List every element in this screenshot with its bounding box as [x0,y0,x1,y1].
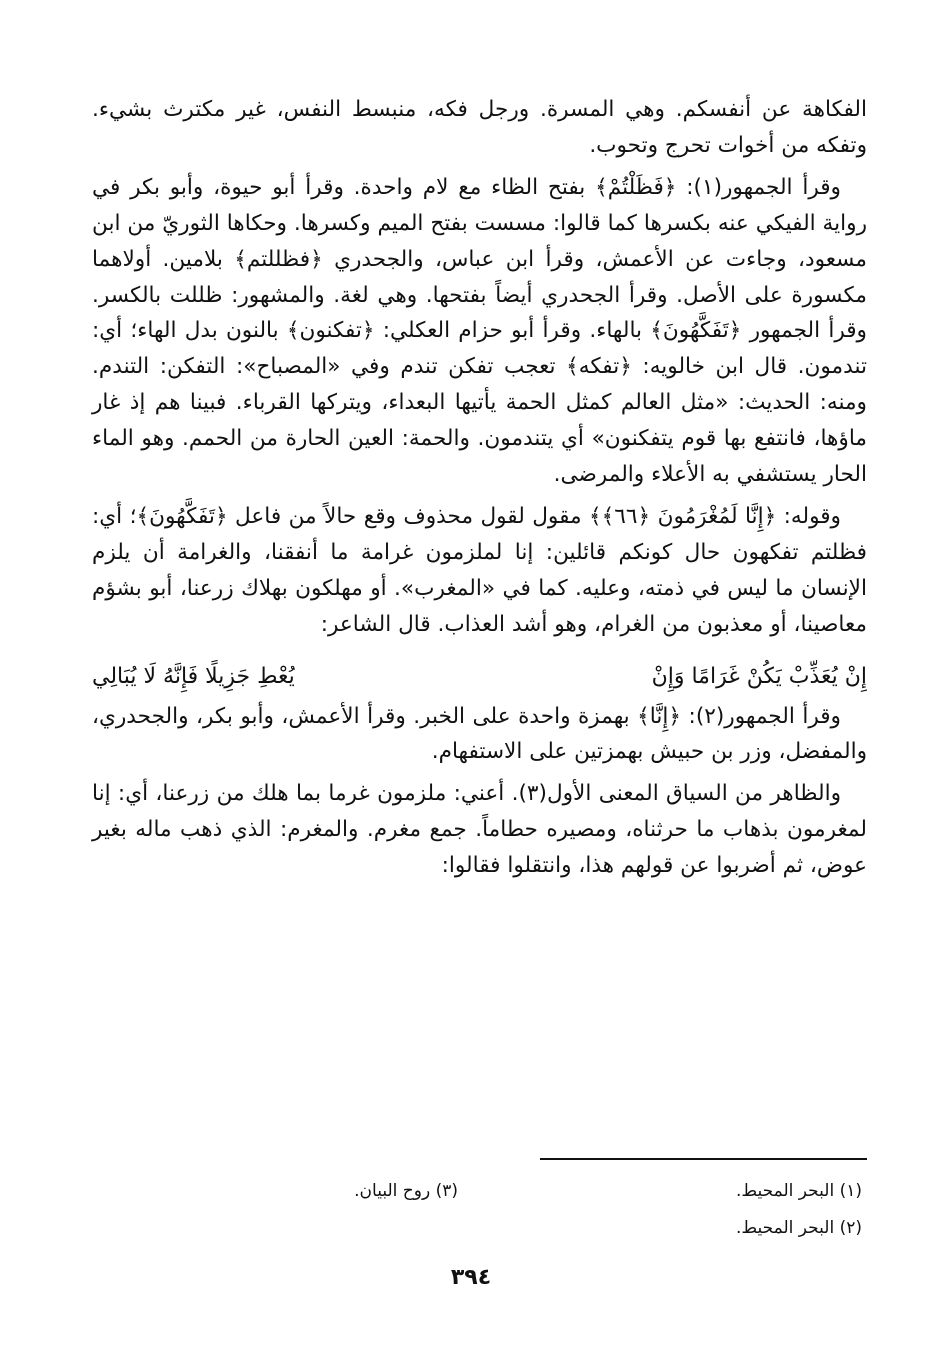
page-number: ٣٩٤ [450,1265,492,1290]
verse-second-hemistich: يُعْطِ جَزِيلًا فَإِنَّهُ لَا يُبَالِي [92,663,295,689]
poetry-verse [92,659,867,695]
footnote-2: (٢) البحر المحيط. [736,1218,862,1238]
footnote-3: (٣) روح البيان. [354,1181,458,1201]
paragraph: وقرأ الجمهور(١): ﴿فَظَلْتُمْ﴾ بفتح الظاء مع لام واحدة. وقرأ أبو حيوة، وأبو بكر في رواية الفيكي عنه بكسرها كما قالوا: مسست بفتح الميم وكسرها. وحكاها الثوريّ من ابن مسعود، وجاءت عن الأعمش، وقرأ ابن عباس، والجحدري ﴿فظللتم﴾ بلامين. أولاهما مكسورة على الأصل. وقرأ الجحدري أيضاً بفتحها. وهي لغة. والمشهور: ظللت بالكسر. وقرأ الجمهور ﴿تَفَكَّهُونَ﴾ بالهاء. وقرأ أبو حزام العكلي: ﴿تفكنون﴾ بالنون بدل الهاء؛ أي: تندمون. قال ابن خالويه: ﴿تفكه﴾ تعجب تفكن تندم وفي «المصباح»: التفكن: التندم. ومنه: الحديث: «مثل العالم كمثل الحمة يأتيها البعداء، ويتركها القرباء. فبينا هم إذ غار ماؤها، فانتفع بها قوم يتفكنون» أي يتندمون. والحمة: العين الحارة من الحمم. وهو الماء الحار يستشفي به الأعلاء والمرضى. [92,174,867,488]
verse-first-hemistich: إِنْ يُعَذِّبْ يَكُنْ غَرَامًا وَإِنْ [651,663,867,689]
footnote-1: (١) البحر المحيط. [736,1181,862,1201]
footnote-divider [540,1158,867,1160]
paragraph: الفكاهة عن أنفسكم. وهي المسرة. ورجل فكه، منبسط النفس، غير مكترث بشيء. وتفكه من أخوات تحرج وتحوب. [92,97,867,158]
paragraph: وقوله: ﴿إِنَّا لَمُغْرَمُونَ ﴿٦٦﴾﴾ مقول لقول محذوف وقع حالاً من فاعل ﴿تَفَكَّهُونَ﴾؛ أي: فظلتم تفكهون حال كونكم قائلين: إنا لملزمون غرامة ما أنفقنا، والغرامة أن يلزم الإنسان ما ليس في ذمته، وعليه. كما في «المغرب». أو مهلكون بهلاك زرعنا، أبو بشؤم معاصينا، أو معذبون من الغرام، وهو أشد العذاب. قال الشاعر: [92,503,867,637]
paragraph: وقرأ الجمهور(٢): ﴿إِنَّا﴾ بهمزة واحدة على الخبر. وقرأ الأعمش، وأبو بكر، والجحدري، والمفضل، وزر بن حبيش بهمزتين على الاستفهام. [92,703,867,765]
main-text [92,92,867,890]
paragraph: والظاهر من السياق المعنى الأول(٣). أعني: ملزمون غرما بما هلك من زرعنا، أي: إنا لمغرمون بذهاب ما حرثناه، ومصيره حطاماً. جمع مغرم. والمغرم: الذي ذهب ماله بغير عوض، ثم أضربوا عن قولهم هذا، وانتقلوا فقالوا: [92,781,867,879]
